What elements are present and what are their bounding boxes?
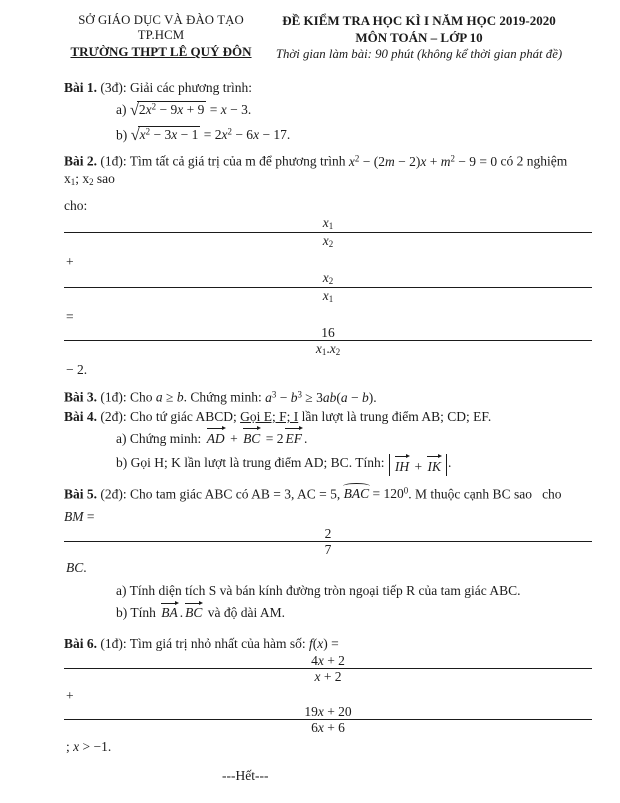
roots-notation: x1; x2 (64, 170, 94, 188)
item-b-text: b) Tính (116, 605, 160, 621)
title-block (263, 13, 575, 62)
problem-3-intro: (1đ): Cho (97, 389, 156, 405)
problem-2-after: có 2 nghiệm (497, 153, 568, 169)
problem-4-item-a (64, 425, 592, 449)
problem-2-intro: (1đ): Tìm tất cả giá trị của m để phương trình (97, 153, 349, 169)
item-b-end: và độ dài AM. (204, 605, 286, 621)
problem-3-mid: . Chứng minh: (183, 389, 266, 405)
problem-6 (64, 629, 592, 760)
problem-4-heading (64, 408, 592, 425)
problem-5-item-b (64, 599, 592, 623)
problem-3-label: Bài 3. (64, 389, 98, 405)
equation-bm: BM = 2 7 BC. (64, 509, 592, 575)
issuer-block (55, 13, 267, 62)
equation-1b: $√x^2 - 3x - 1 = 2x^2 - 6x - 17$. (130, 125, 291, 145)
problem-1-intro: (3đ): Giải các phương trình: (97, 80, 253, 95)
end-mark: ---Hết--- (222, 767, 269, 783)
cho-label: cho: (64, 198, 88, 214)
subject-grade: MÔN TOÁN – LỚP 10 (355, 30, 483, 45)
problem-5-intro: (2đ): Cho tam giác ABC có AB = 3, AC = 5, (97, 486, 344, 502)
equation-2-quadratic: $x^2 - (2m - 2)x + m^2 - 9 = 0$ (348, 153, 498, 169)
problem-4-intro: (2đ): Cho tứ giác ABCD; (97, 408, 241, 424)
vector-identity-4a: AD + BC = 2 EF . (206, 430, 308, 446)
problem-4-underlined: Gọi E; F; I (240, 408, 299, 424)
dot-product-5b: BA . BC (161, 605, 203, 621)
item-b-text: b) Gọi H; K lần lượt là trung điểm AD; BC. Tính: (116, 454, 388, 470)
problem-5-item-a (64, 582, 592, 599)
problem-6-label: Bài 6. (64, 636, 98, 652)
exam-title: ĐỀ KIỂM TRA HỌC KÌ I NĂM HỌC 2019-2020 (282, 13, 556, 28)
exam-header (0, 0, 620, 62)
vector-magnitude-4b: IH + IK . (388, 455, 452, 470)
problem-1-item-a (64, 98, 592, 121)
problem-1-item-b (64, 121, 592, 146)
problem-2-label: Bài 2. (64, 153, 98, 169)
equation-1a: $√2x^2 - 9x + 9 = x - 3$. (129, 99, 252, 119)
problem-5-bm-relation (64, 502, 592, 582)
item-b-marker: b) (116, 127, 131, 143)
angle-bac: BAC = $120^0$ (343, 485, 409, 502)
problem-2-heading (64, 150, 592, 191)
function-definition-6: f(x) = 4x + 2 x + 2 + 19x + 20 6x + 6 ; x > −1. (64, 636, 592, 753)
problem-5-label: Bài 5. (64, 486, 98, 502)
problem-5-heading (64, 483, 592, 502)
problem-2-tail: sao (93, 170, 115, 186)
department-name: SỞ GIÁO DỤC VÀ ĐÀO TẠO TP.HCM (78, 13, 244, 42)
item-a-marker: a) (116, 102, 130, 117)
problem-list (0, 62, 620, 784)
problem-3 (64, 386, 592, 405)
problem-4-tail: lần lượt là trung điểm AB; CD; EF. (298, 408, 492, 424)
problem-2-condition (64, 191, 592, 384)
problem-1-heading (64, 79, 592, 96)
equation-2-fractions: x1 x2 + x2 x1 = 16 x1.x2 − 2. (64, 198, 592, 377)
school-name: TRƯỜNG THPT LÊ QUÝ ĐÔN (70, 44, 252, 59)
problem-6-intro: (1đ): Tìm giá trị nhỏ nhất của hàm số: (97, 636, 309, 652)
inequality-3: $a^3 - b^3 \ge 3ab(a - b)$. (265, 389, 377, 405)
problem-1-label: Bài 1. (64, 80, 98, 95)
problem-4-label: Bài 4. (64, 408, 98, 424)
condition-a-ge-b: a ≥ b (155, 389, 184, 405)
item-a-text: a) Chứng minh: (116, 430, 205, 446)
problem-4-item-b (64, 449, 592, 475)
item-a-text: a) Tính diện tích S và bán kính đường tròn ngoại tiếp R của tam giác ABC. (116, 583, 521, 599)
duration-note: Thời gian làm bài: 90 phút (không kể thời gian phát đề) (275, 47, 563, 61)
problem-5-tail: . M thuộc cạnh BC sao cho (408, 486, 562, 502)
